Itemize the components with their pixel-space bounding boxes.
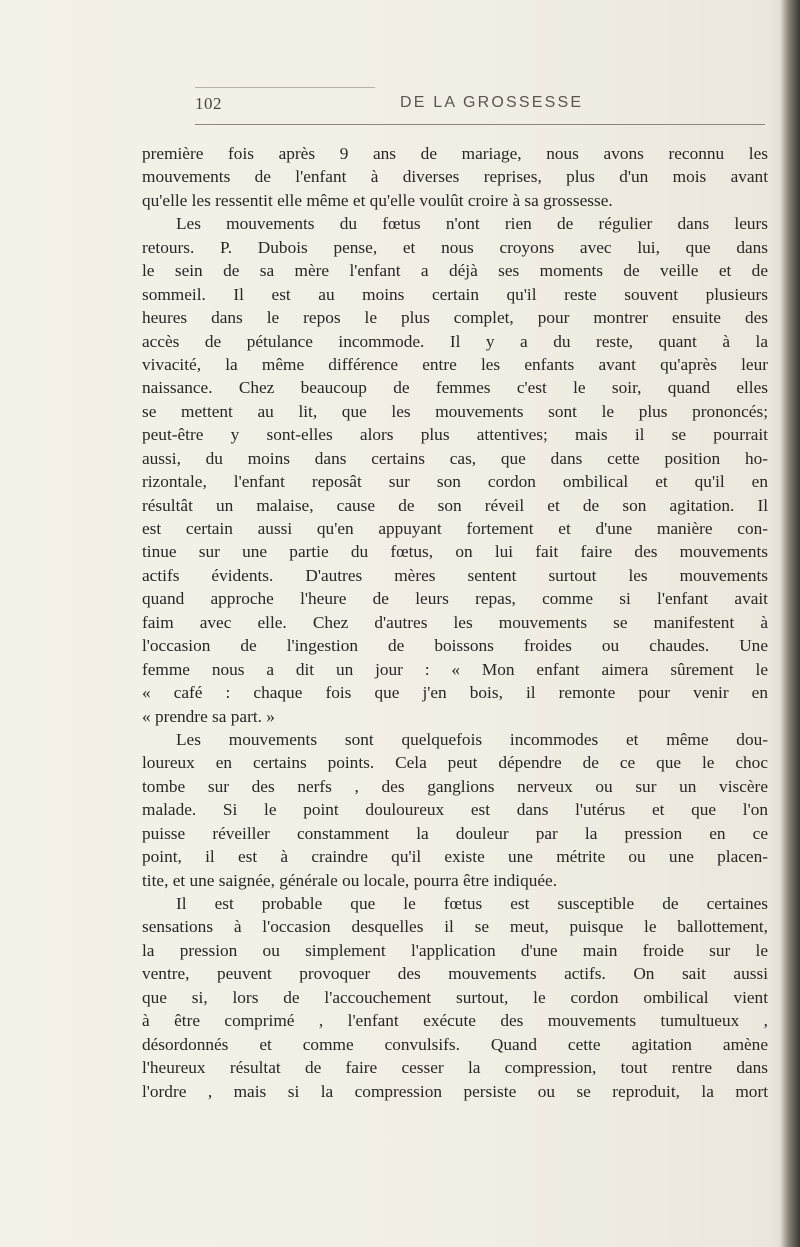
text-line: femme nous a dit un jour : « Mon enfant aimera sûrement le [142, 659, 768, 679]
text-line: sommeil. Il est au moins certain qu'il reste souvent plusieurs [142, 284, 768, 304]
text-line: « prendre sa part. » [142, 706, 275, 726]
text-line: est certain aussi qu'en appuyant fortement et d'une manière con- [142, 519, 768, 538]
text-line: première fois après 9 ans de mariage, nous avons reconnu les [142, 144, 768, 163]
text-line: accès de pétulance incommode. Il y a du reste, quant à la [142, 331, 768, 351]
running-head [195, 94, 780, 116]
header-top-rule [195, 87, 375, 88]
text-line: que si, lors de l'accouchement surtout, le cordon ombilical vient [142, 987, 768, 1007]
text-line: vivacité, la même différence entre les enfants avant qu'après leur [142, 354, 768, 374]
text-line: sensations à l'occasion desquelles il se meut, puisque le ballottement, [142, 917, 768, 937]
paragraph-start-line: Il est probable que le fœtus est susceptible de certaines [176, 894, 768, 913]
text-line: se mettent au lit, que les mouvements sont le plus prononcés; [142, 401, 768, 421]
text-line: quand approche l'heure de leurs repas, comme si l'enfant avait [142, 589, 768, 609]
text-line: retours. P. Dubois pense, et nous croyons avec lui, que dans [142, 237, 768, 257]
text-line: mouvements de l'enfant à diverses reprises, plus d'un mois avant [142, 167, 768, 187]
text-line: à être comprimé , l'enfant exécute des mouvements tumultueux , [142, 1011, 768, 1031]
text-line: naissance. Chez beaucoup de femmes c'est le soir, quand elles [142, 378, 768, 398]
text-line: l'ordre , mais si la compression persiste ou se reproduit, la mort [142, 1081, 768, 1101]
text-line: puisse réveiller constamment la douleur par la pression en ce [142, 823, 768, 843]
text-line: loureux en certains points. Cela peut dépendre de ce que le choc [142, 753, 768, 773]
text-line: la pression ou simplement l'application d'une main froide sur le [142, 940, 768, 960]
page-number: 102 [195, 94, 222, 113]
text-line: rizontale, l'enfant reposât sur son cordon ombilical et qu'il en [142, 472, 768, 492]
paragraph-start-line: Les mouvements du fœtus n'ont rien de régulier dans leurs [176, 214, 768, 234]
text-line: désordonnés et comme convulsifs. Quand cette agitation amène [142, 1034, 768, 1054]
text-line: malade. Si le point douloureux est dans l'utérus et que l'on [142, 800, 768, 820]
text-line: l'occasion de l'ingestion de boissons froides ou chaudes. Une [142, 636, 768, 656]
header-bottom-rule [195, 124, 765, 125]
text-line: tite, et une saignée, générale ou locale, pourra être indiquée. [142, 870, 558, 890]
text-line: le sein de sa mère l'enfant a déjà ses moments de veille et de [142, 261, 768, 281]
text-line: faim avec elle. Chez d'autres les mouvements se manifestent à [142, 612, 768, 632]
running-title: DE LA GROSSESSE [400, 94, 584, 111]
text-line: tombe sur des nerfs , des ganglions nerveux ou sur un viscère [142, 776, 768, 796]
text-line: résultât un malaise, cause de son réveil et de son agitation. Il [142, 495, 768, 515]
paragraph-start-line: Les mouvements sont quelquefois incommodes et même dou- [176, 729, 768, 749]
text-line: aussi, du moins dans certains cas, que dans cette position ho- [142, 448, 768, 468]
text-line: actifs évidents. D'autres mères sentent surtout les mouvements [142, 565, 768, 585]
body-text [142, 142, 768, 1103]
text-line: tinue sur une partie du fœtus, on lui fait faire des mouvements [142, 542, 768, 562]
page-edge-shadow [780, 0, 800, 1247]
text-line: heures dans le repos le plus complet, pour montrer ensuite des [142, 308, 768, 328]
text-line: « café : chaque fois que j'en bois, il remonte pour venir en [142, 683, 768, 703]
text-line: l'heureux résultat de faire cesser la compression, tout rentre dans [142, 1058, 768, 1078]
text-line: ventre, peuvent provoquer des mouvements actifs. On sait aussi [142, 964, 768, 984]
text-line: peut-être y sont-elles alors plus attentives; mais il se pourrait [142, 425, 768, 445]
text-line: qu'elle les ressentit elle même et qu'elle voulût croire à sa grossesse. [142, 190, 613, 210]
text-line: point, il est à craindre qu'il existe une métrite ou une placen- [142, 847, 768, 867]
